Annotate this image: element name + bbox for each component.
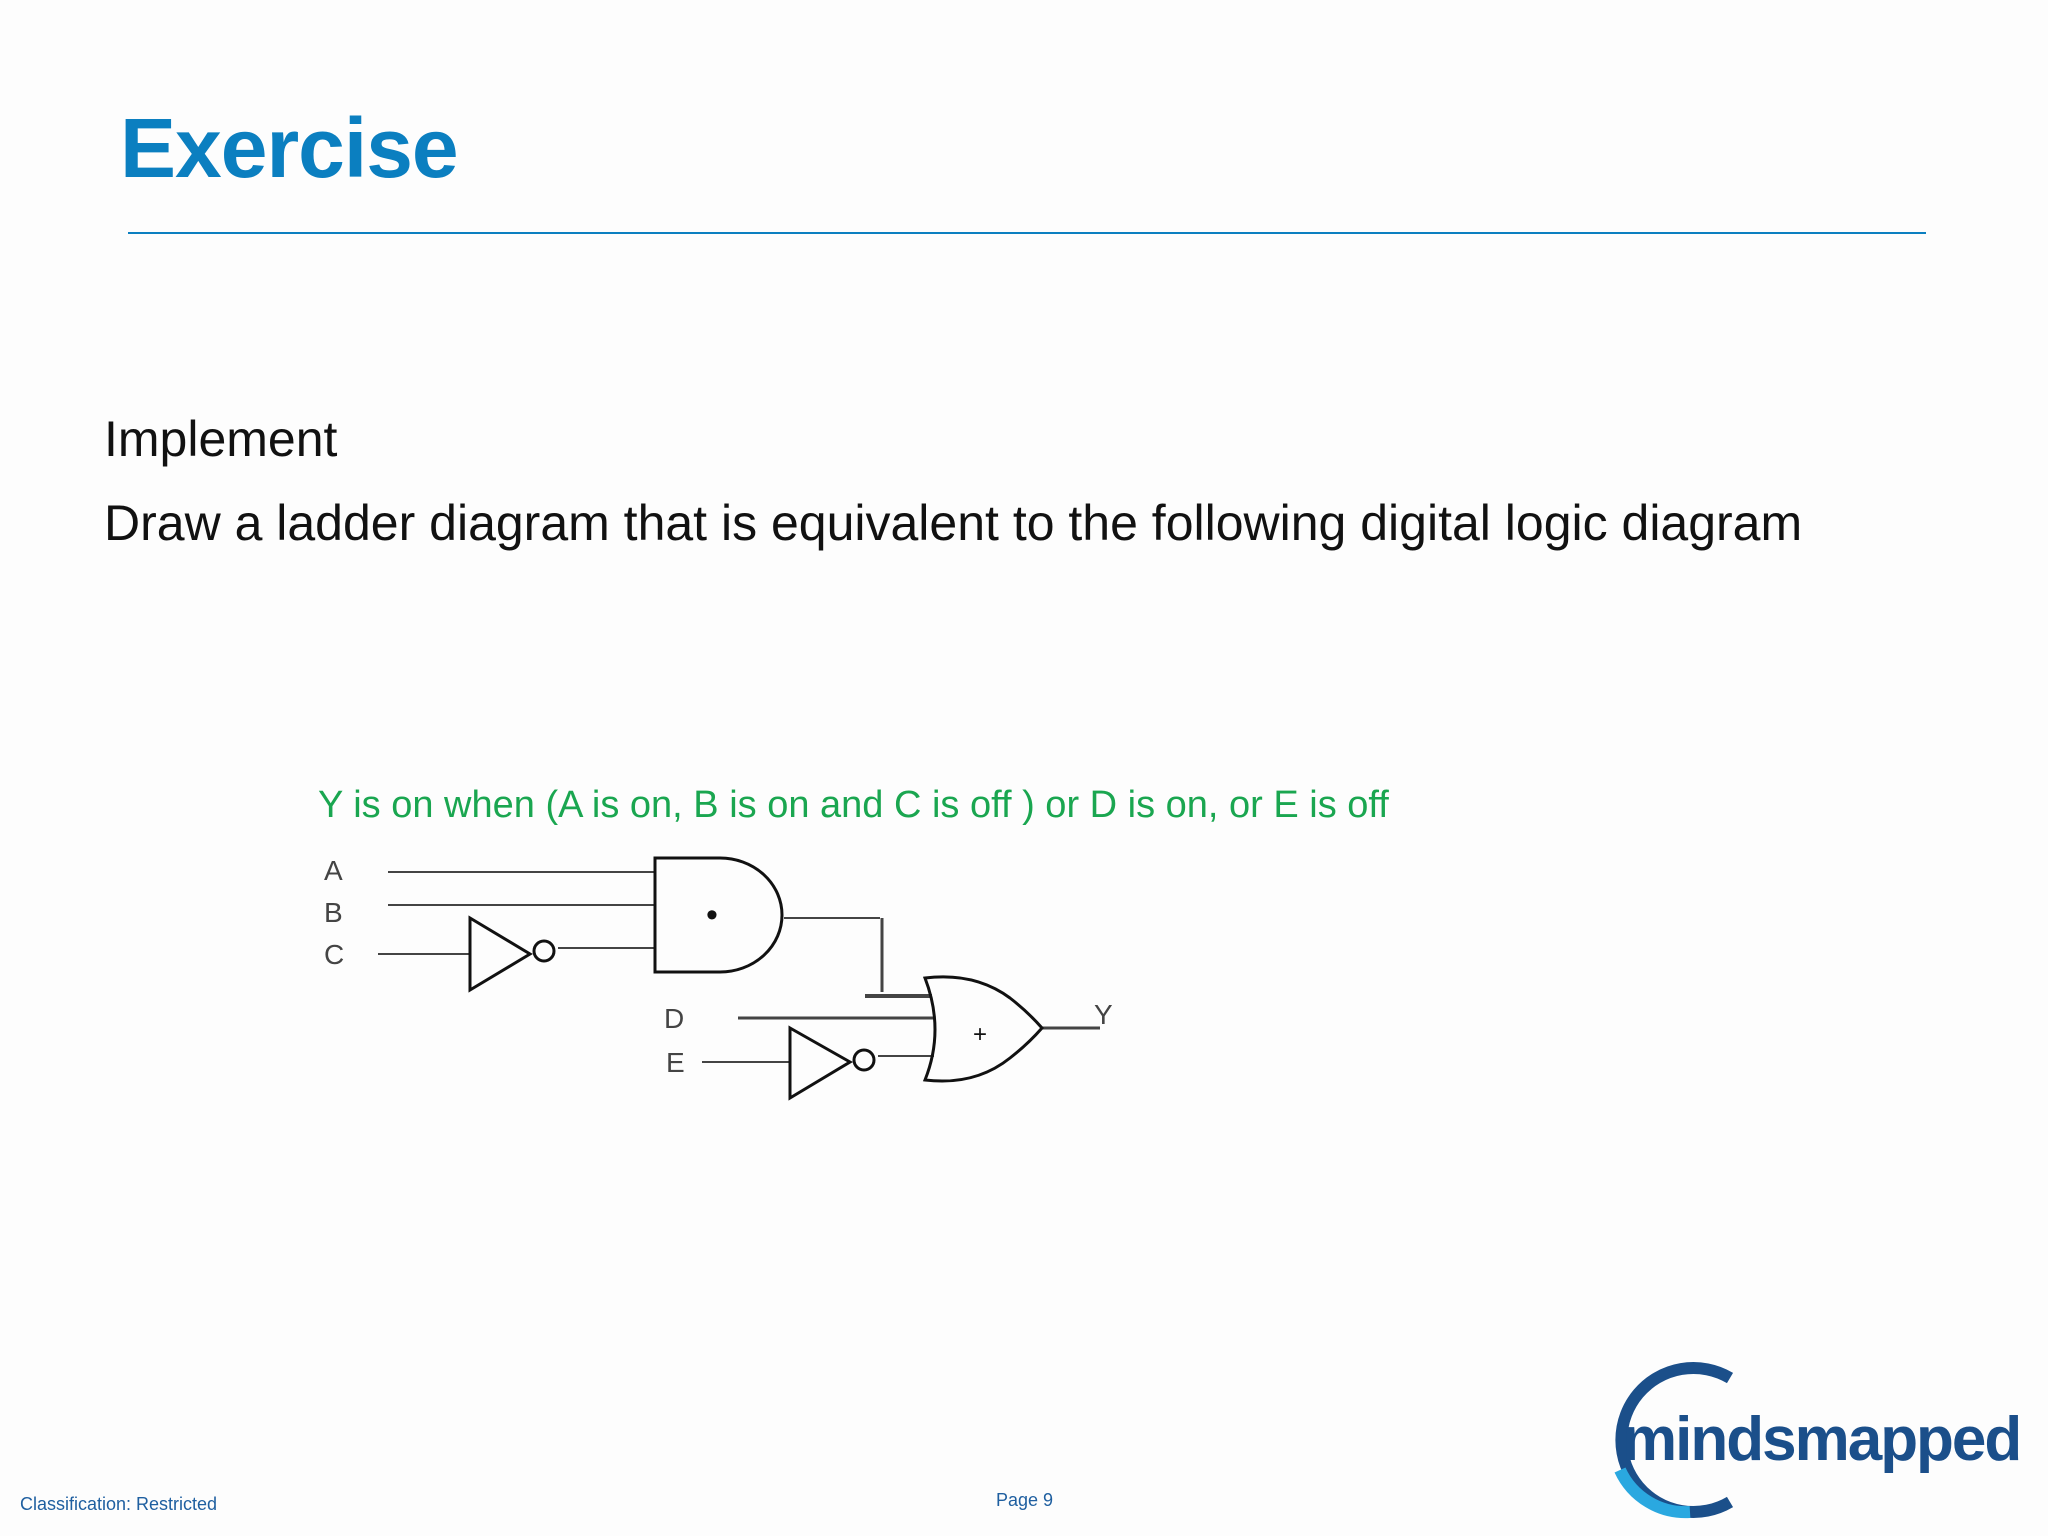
- instruction-text: Draw a ladder diagram that is equivalent to the following digital logic diagram: [104, 495, 1803, 551]
- condition-text: Y is on when (A is on, B is on and C is off ) or D is on, or E is off: [318, 784, 1389, 826]
- not-gate-e: [790, 1028, 850, 1098]
- not-gate-c: [470, 918, 530, 990]
- slide-title: Exercise: [120, 101, 458, 195]
- label-d: D: [664, 1003, 685, 1034]
- and-gate: [655, 858, 782, 972]
- or-symbol: +: [972, 1021, 988, 1048]
- label-e: E: [666, 1047, 685, 1078]
- label-a: A: [324, 855, 343, 886]
- not-bubble-c: [534, 941, 554, 961]
- mindsmapped-logo: [1580, 1360, 2030, 1520]
- title-divider: [128, 232, 1926, 234]
- classification-label: Classification: Restricted: [20, 1494, 218, 1514]
- slide-body: [104, 404, 1804, 572]
- heading-implement: Implement: [104, 411, 338, 467]
- and-symbol: •: [706, 896, 718, 934]
- logic-diagram: [300, 840, 1200, 1120]
- label-b: B: [324, 897, 343, 928]
- svg-text:mindsmapped: mindsmapped: [1622, 1405, 2021, 1474]
- label-y: Y: [1094, 999, 1113, 1030]
- page-number: Page 9: [996, 1490, 1054, 1510]
- not-bubble-e: [854, 1050, 874, 1070]
- label-c: C: [324, 939, 345, 970]
